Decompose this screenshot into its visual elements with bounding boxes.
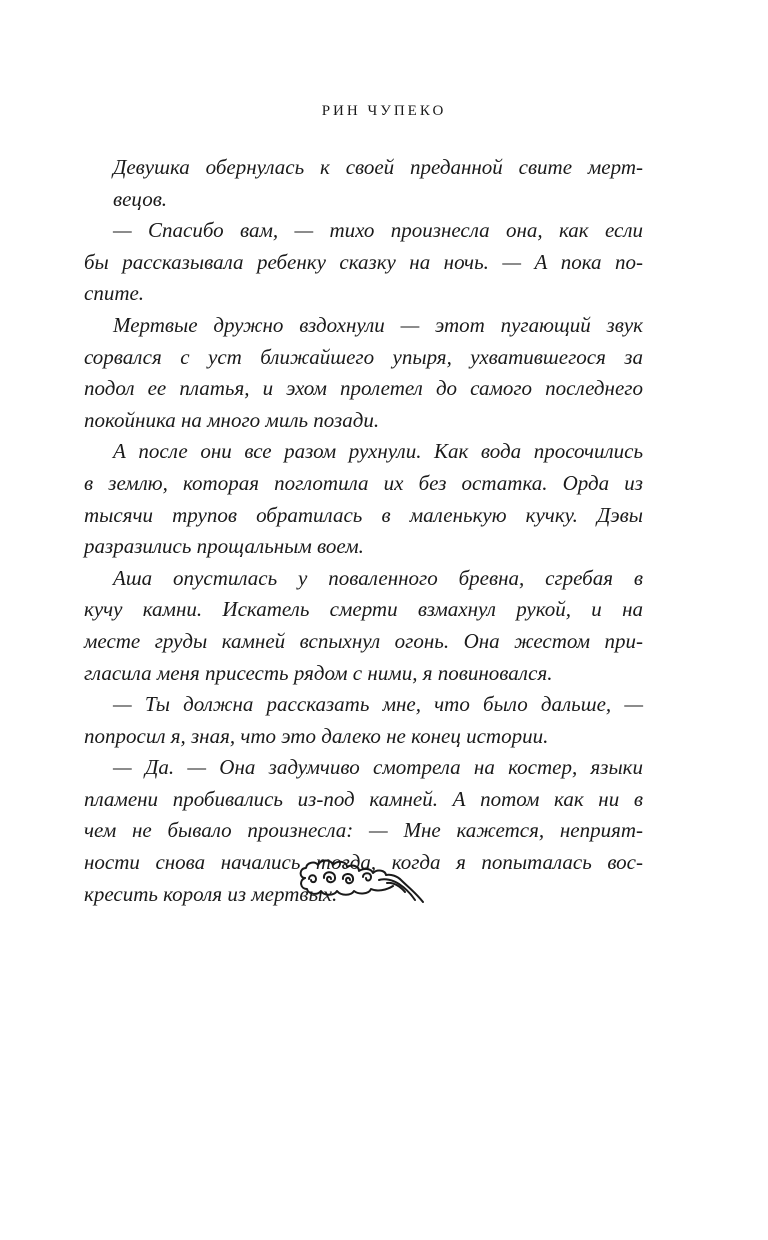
text-line: кучу камни. Искатель смерти взмахнул рукой, и на — [84, 597, 643, 622]
text-line: кресить короля из мертвых. — [84, 881, 338, 906]
paragraph — [84, 563, 643, 689]
text-line: в землю, которая поглотила их без остатка. Орда из — [84, 470, 643, 495]
text-line: разразились прощальным воем. — [84, 534, 364, 559]
paragraph — [84, 436, 643, 562]
text-line: гласила меня присесть рядом с ними, я повиновался. — [84, 660, 553, 685]
text-line: бы рассказывала ребенку сказку на ночь. — А пока по- — [84, 249, 643, 274]
paragraph — [84, 215, 643, 310]
text-line: спите. — [84, 281, 145, 306]
cloud-ornament-icon — [297, 856, 427, 908]
text-line: сорвался с уст ближайшего упыря, ухватившегося за — [84, 344, 643, 369]
text-line: пламени пробивались из-под камней. А потом как ни в — [84, 786, 643, 811]
paragraph — [113, 152, 643, 215]
text-line: Аша опустилась у поваленного бревна, сгребая в — [113, 565, 643, 590]
text-line: тысячи трупов обратилась в маленькую кучку. Дэвы — [84, 502, 643, 527]
text-line: Мертвые дружно вздохнули — этот пугающий звук — [113, 312, 643, 337]
text-line: подол ее платья, и эхом пролетел до самого последнего — [84, 376, 643, 401]
text-line: — Ты должна рассказать мне, что было дальше, — — [113, 692, 643, 717]
text-line: А после они все разом рухнули. Как вода просочились — [113, 439, 643, 464]
text-line: вецов. — [113, 186, 168, 211]
text-line: — Да. — Она задумчиво смотрела на костер, языки — [113, 755, 643, 780]
running-head: РИН ЧУПЕКО — [321, 103, 447, 119]
text-line: ности снова начались тогда, когда я попыталась вос- — [84, 850, 643, 875]
text-line: месте груды камней вспыхнул огонь. Она жестом при- — [84, 628, 643, 653]
paragraph — [84, 689, 643, 752]
text-line: попросил я, зная, что это далеко не конец истории. — [84, 723, 549, 748]
text-line: покойника на много миль позади. — [84, 407, 380, 432]
paragraph — [84, 310, 643, 436]
text-line: Девушка обернулась к своей преданной свите мерт- — [113, 155, 643, 179]
text-line: — Спасибо вам, — тихо произнесла она, как если — [113, 218, 643, 243]
text-line: чем не бывало произнесла: — Мне кажется, неприят- — [84, 818, 643, 843]
body-text — [84, 152, 643, 910]
